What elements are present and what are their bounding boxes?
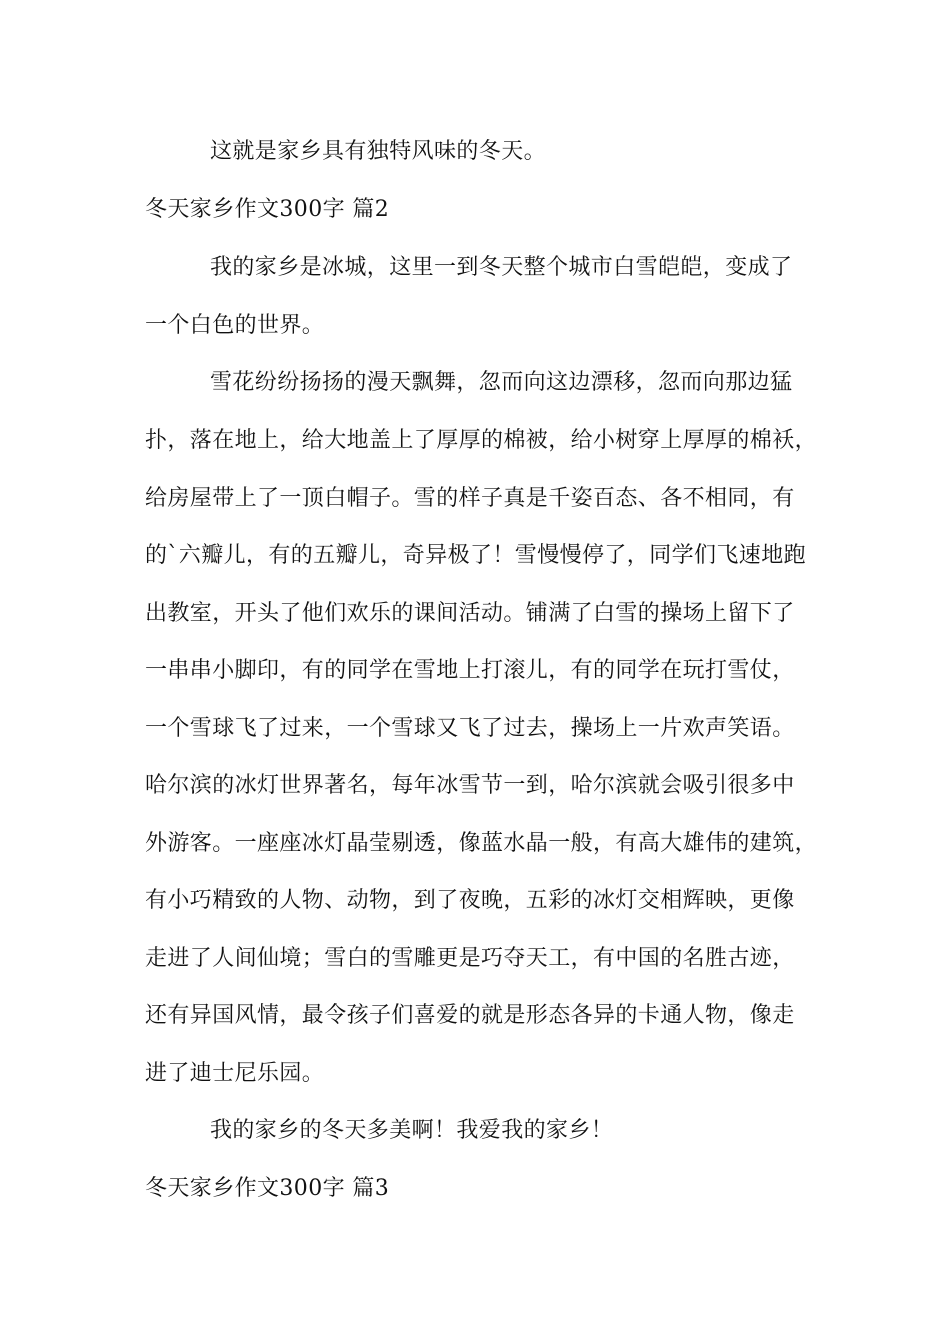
paragraph-line: 一个雪球飞了过来，一个雪球又飞了过去，操场上一片欢声笑语。 (145, 716, 795, 741)
paragraph-line: 我的家乡是冰城，这里一到冬天整个城市白雪皑皑，变成了 (210, 255, 793, 280)
paragraph-line: 扑，落在地上，给大地盖上了厚厚的棉被，给小树穿上厚厚的棉袄， (145, 428, 818, 453)
paragraph-line: 进了迪士尼乐园。 (145, 1061, 325, 1086)
section-heading: 冬天家乡作文300字 篇2 (145, 197, 390, 222)
paragraph-line: 哈尔滨的冰灯世界著名，每年冰雪节一到，哈尔滨就会吸引很多中 (145, 773, 795, 798)
paragraph-line: 雪花纷纷扬扬的漫天飘舞，忽而向这边漂移，忽而向那边猛 (210, 370, 793, 395)
paragraph-line: 一个白色的世界。 (145, 313, 325, 338)
paragraph-line: 一串串小脚印，有的同学在雪地上打滚儿，有的同学在玩打雪仗， (145, 658, 795, 683)
paragraph-line: 我的家乡的冬天多美啊！我爱我的家乡！ (210, 1118, 614, 1143)
paragraph-line: 的`六瓣儿，有的五瓣儿，奇异极了！雪慢慢停了，同学们飞速地跑 (145, 543, 807, 568)
paragraph-line: 这就是家乡具有独特风味的冬天。 (210, 139, 547, 164)
section-heading: 冬天家乡作文300字 篇3 (145, 1176, 390, 1201)
paragraph-line: 外游客。一座座冰灯晶莹剔透，像蓝水晶一般，有高大雄伟的建筑， (145, 831, 818, 856)
paragraph-line: 走进了人间仙境；雪白的雪雕更是巧夺天工，有中国的名胜古迹， (145, 946, 795, 971)
paragraph-line: 给房屋带上了一顶白帽子。雪的样子真是千姿百态、各不相同，有 (145, 486, 795, 511)
paragraph-line: 出教室，开头了他们欢乐的课间活动。铺满了白雪的操场上留下了 (145, 601, 795, 626)
paragraph-line: 还有异国风情，最令孩子们喜爱的就是形态各异的卡通人物，像走 (145, 1003, 795, 1028)
paragraph-line: 有小巧精致的人物、动物，到了夜晚，五彩的冰灯交相辉映，更像 (145, 888, 795, 913)
